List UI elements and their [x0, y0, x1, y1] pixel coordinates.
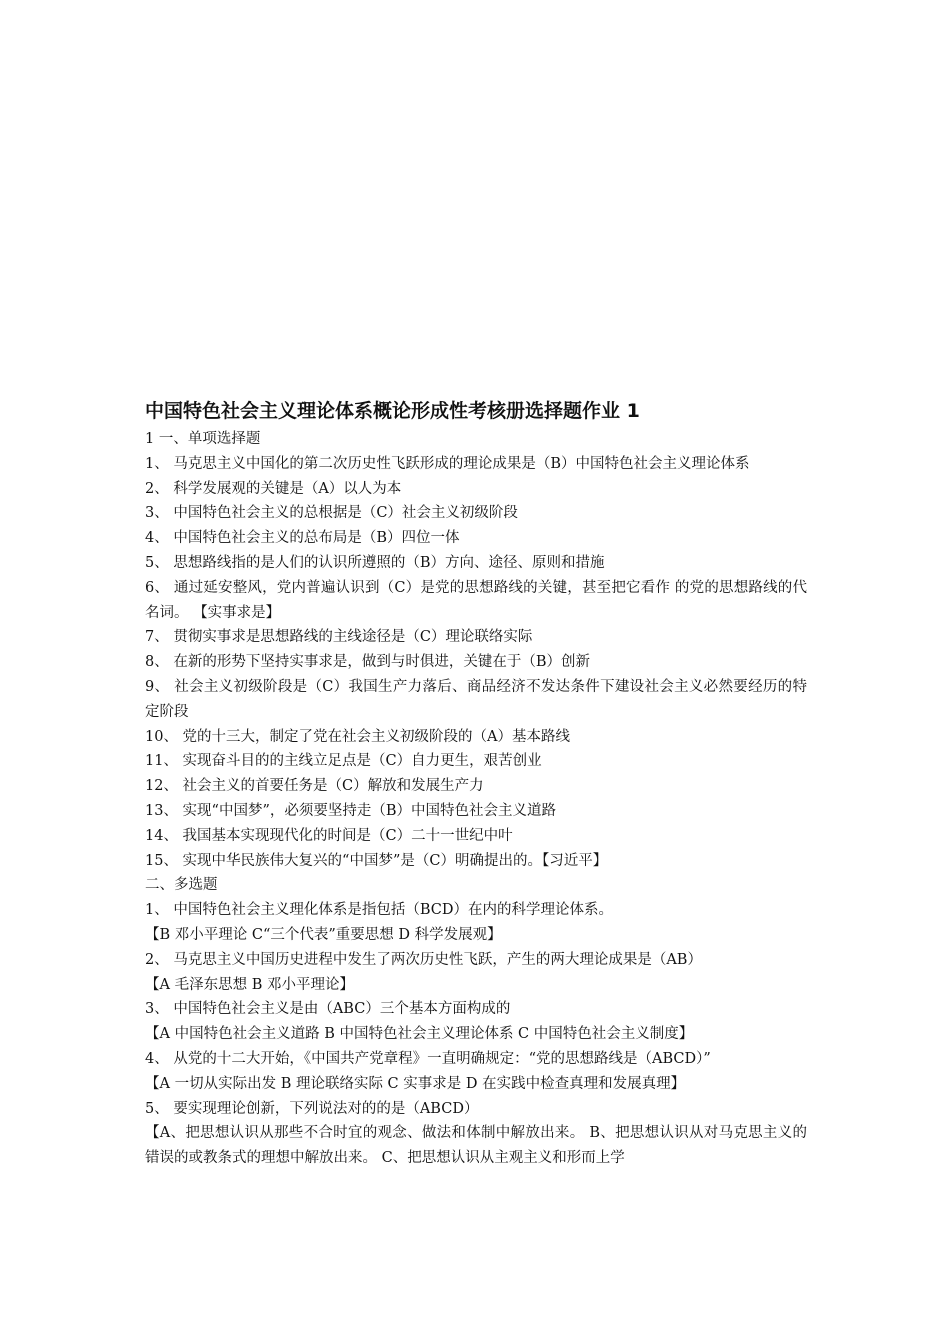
document-line: 15、 实现中华民族伟大复兴的“中国梦”是（C）明确提出的。【习近平】	[145, 852, 608, 869]
document-line: 2、 马克思主义中国历史进程中发生了两次历史性飞跃，产生的两大理论成果是（AB）	[145, 951, 702, 968]
document-line: 【B 邓小平理论 C“三个代表”重要思想 D 科学发展观】	[145, 926, 502, 943]
document-line: 12、 社会主义的首要任务是（C）解放和发展生产力	[145, 778, 484, 795]
document-body	[145, 397, 807, 1171]
document-line: 【A 毛泽东思想 B 邓小平理论】	[145, 976, 354, 993]
document-line: 1、 马克思主义中国化的第二次历史性飞跃形成的理论成果是（B）中国特色社会主义理论体系	[145, 455, 750, 472]
document-line: 11、 实现奋斗目的的主线立足点是（C）自力更生，艰苦创业	[145, 753, 542, 770]
document-line: 4、 从党的十二大开始，《中国共产党章程》一直明确规定：“党的思想路线是（ABCD）”	[145, 1050, 711, 1067]
document-line: 10、 党的十三大，制定了党在社会主义初级阶段的（A）基本路线	[145, 728, 571, 745]
document-line: 3、 中国特色社会主义是由（ABC）三个基本方面构成的	[145, 1001, 511, 1018]
document-line: 9、 社会主义初级阶段是（C）我国生产力落后、商品经济不发达条件下建设社会主义必然要经历的特定阶段	[145, 678, 807, 720]
document-line: 3、 中国特色社会主义的总根据是（C）社会主义初级阶段	[145, 505, 518, 522]
document-line: 6、 通过延安整风，党内普遍认识到（C）是党的思想路线的关键，甚至把它看作 的党的思想路线的代名词。 【实事求是】	[145, 579, 807, 621]
document-line: 13、 实现“中国梦”，必须要坚持走（B）中国特色社会主义道路	[145, 802, 557, 819]
document-line: 【A 一切从实际出发 B 理论联络实际 C 实事求是 D 在实践中检查真理和发展真理】	[145, 1075, 686, 1092]
document-line: 二、多选题	[145, 877, 218, 894]
document-line: 4、 中国特色社会主义的总布局是（B）四位一体	[145, 530, 460, 547]
document-line: 5、 要实现理论创新，下列说法对的的是（ABCD）	[145, 1100, 479, 1117]
document-line: 2、 科学发展观的关键是（A）以人为本	[145, 480, 402, 497]
document-line: 8、 在新的形势下坚持实事求是，做到与时俱进，关键在于（B）创新	[145, 654, 590, 671]
document-title: 中国特色社会主义理论体系概论形成性考核册选择题作业 1	[145, 400, 640, 422]
document-line: 7、 贯彻实事求是思想路线的主线途径是（C）理论联络实际	[145, 629, 533, 646]
document-lines	[145, 427, 807, 1171]
document-line: 14、 我国基本实现现代化的时间是（C）二十一世纪中叶	[145, 827, 513, 844]
document-line: 1 一、单项选择题	[145, 431, 261, 447]
document-line: 【A、把思想认识从那些不合时宜的观念、做法和体制中解放出来。 B、把思想认识从对马克思主义的错误的或教条式的理想中解放出来。 C、把思想认识从主观主义和形而上学	[145, 1125, 807, 1167]
document-line: 【A 中国特色社会主义道路 B 中国特色社会主义理论体系 C 中国特色社会主义制度】	[145, 1026, 694, 1043]
document-line: 5、 思想路线指的是人们的认识所遵照的（B）方向、途径、原则和措施	[145, 554, 605, 571]
document-line: 1、 中国特色社会主义理化体系是指包括（BCD）在内的科学理论体系。	[145, 902, 613, 919]
